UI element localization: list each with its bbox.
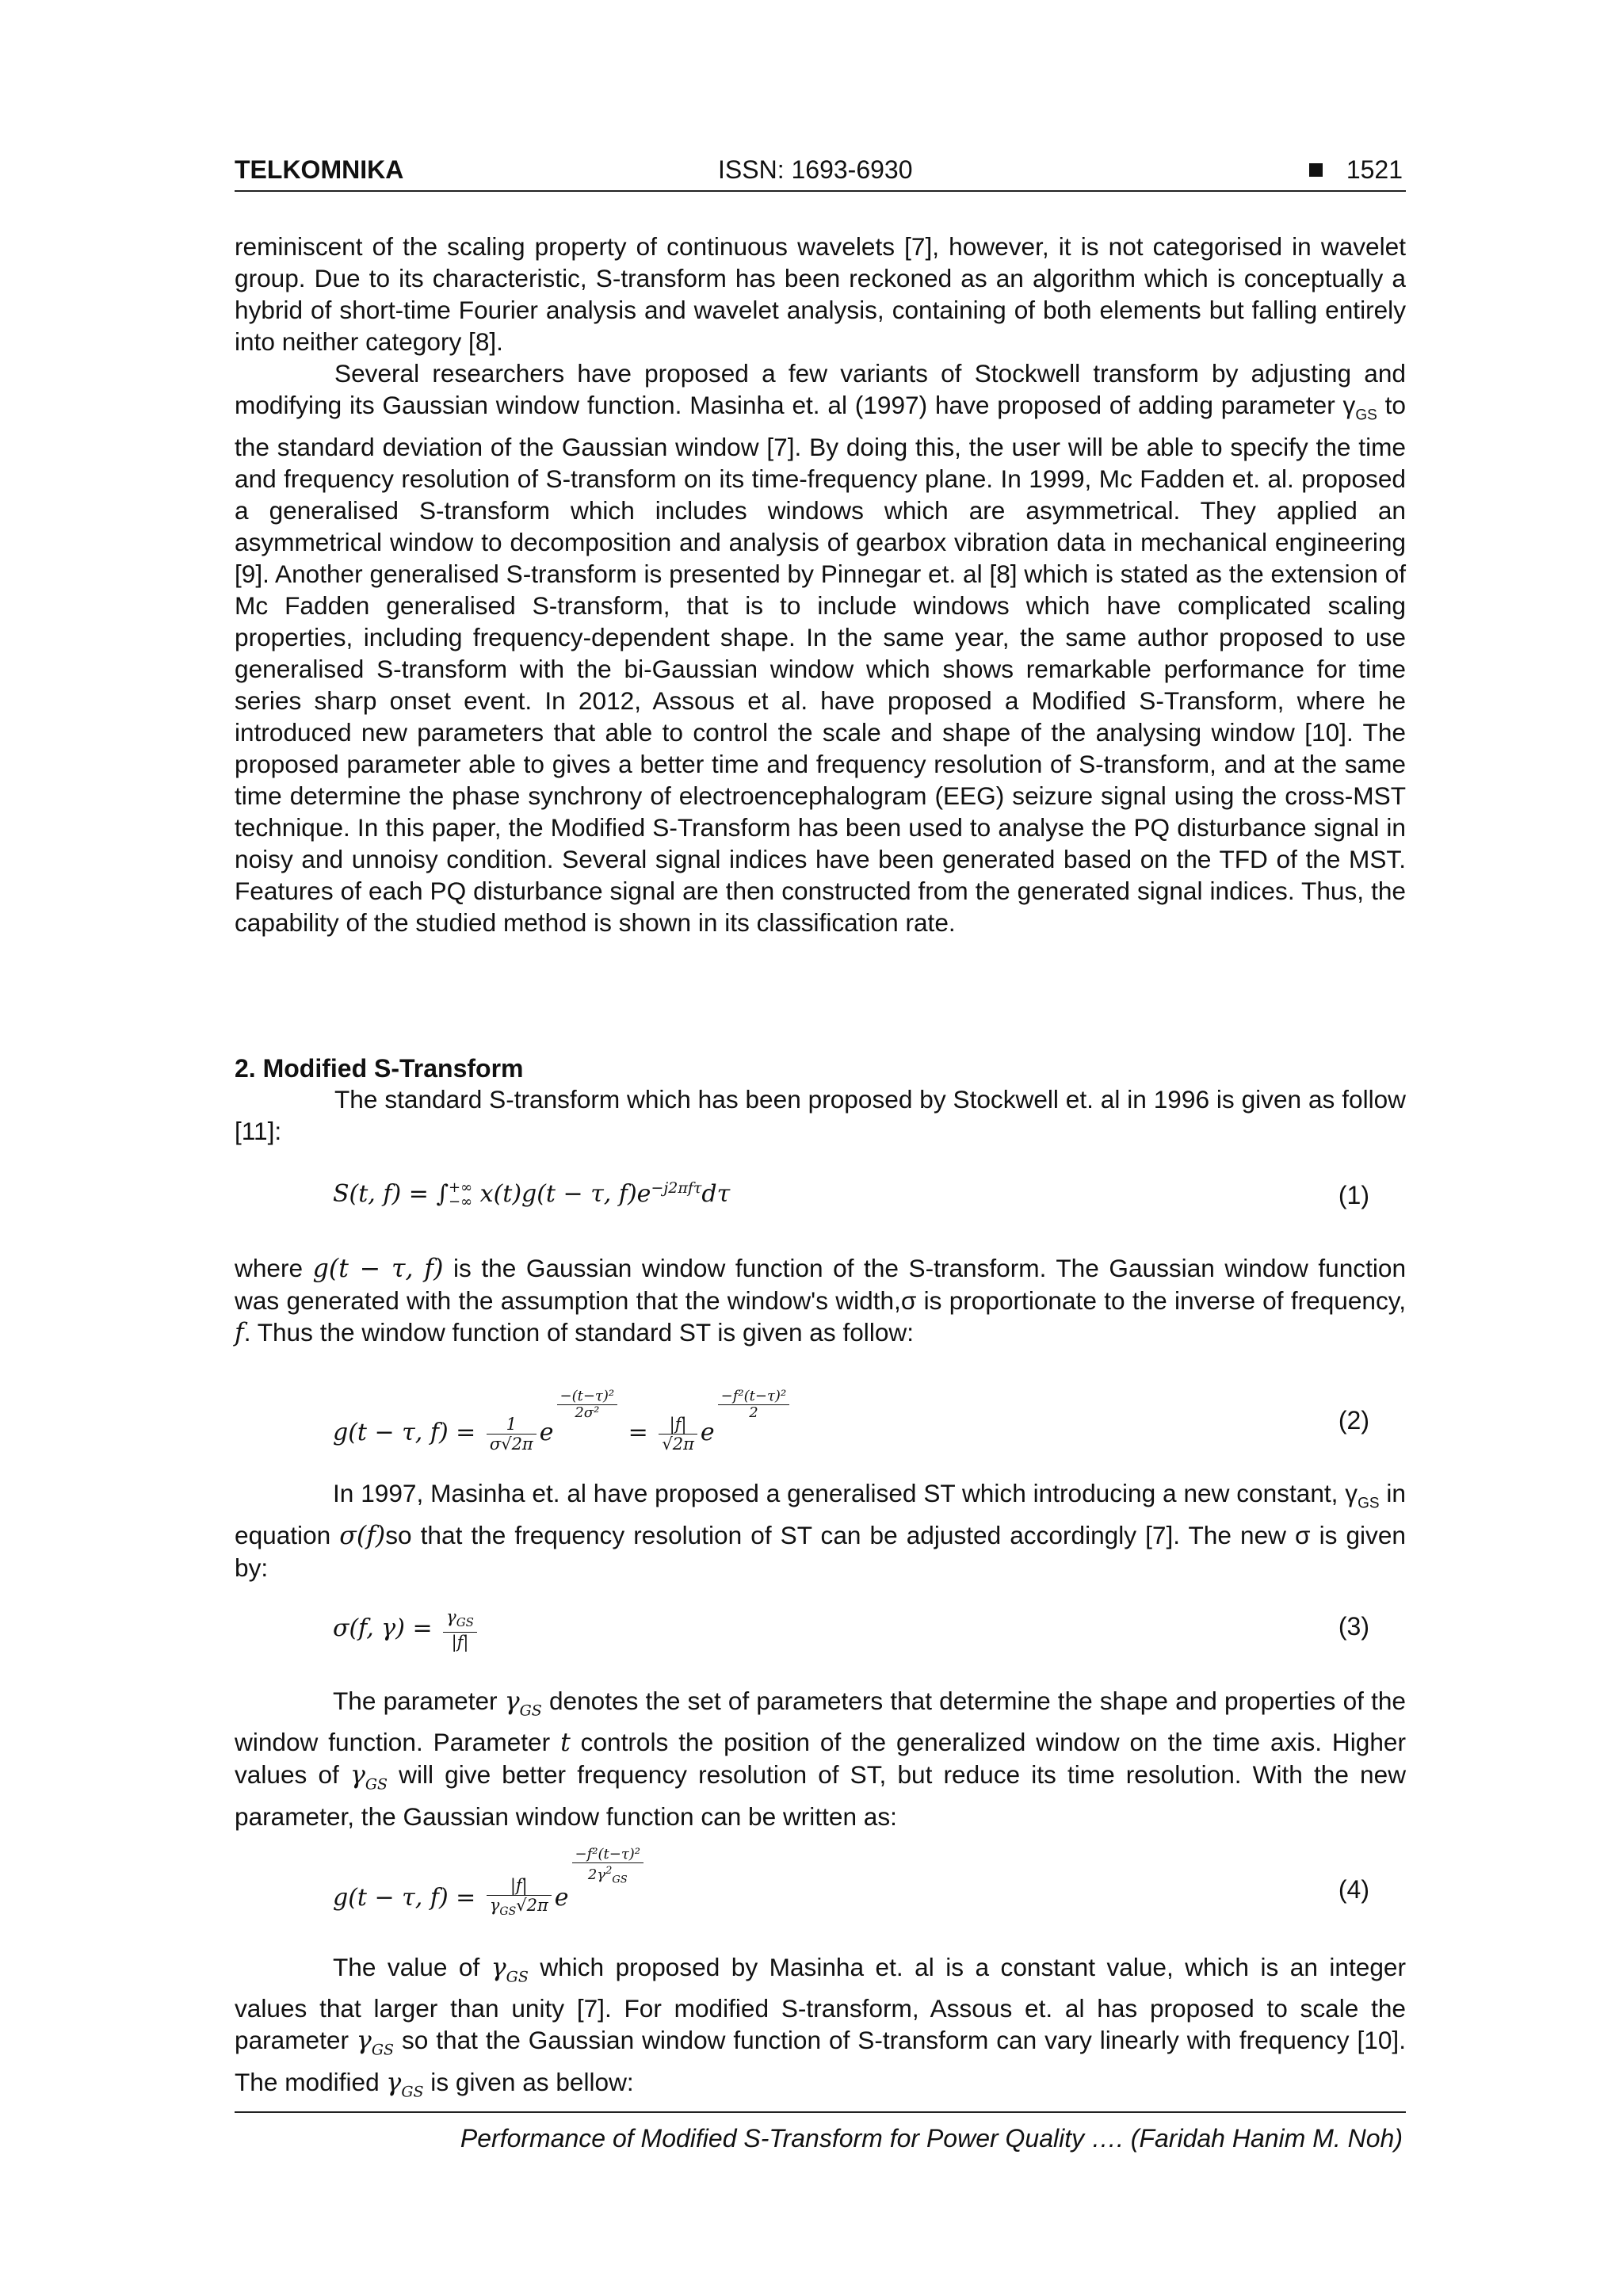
issn: ISSN: 1693-6930 bbox=[718, 155, 913, 184]
paragraph-3: The standard S-transform which has been proposed by Stockwell et. al in 1996 is given as follow [11]: bbox=[235, 1085, 1406, 1145]
paragraph-2: Several researchers have proposed a few variants of Stockwell transform by adjusting and modifying its Gaussian window function. Masinha et. al (1997) have proposed of adding parameter $\gamma_{GS}$ to the standard deviation of the Gaussian window [7]. By doing this, the user will be able to specify the time and frequency resolution of S-transform on its time-frequency plane. In 1999, Mc Fadden et. al. proposed a generalised S-transform which includes windows which are asymmetrical. They applied an asymmetrical window to decomposition and analysis of gearbox vibration data in mechanical engineering [9]. Another generalised S-transform is presented by Pinnegar et. al [8] which is stated as the extension of Mc Fadden generalised S-transform, that is to include windows which have complicated scaling properties, including frequency-dependent shape. In the same year, the same author proposed to use generalised S-transform with the bi-Gaussian window which shows remarkable performance for time series sharp onset event. In 2012, Assous et al. have proposed a Modified S-Transform, where he introduced new parameters that able to control the scale and shape of the analysing window [10]. The proposed parameter able to gives a better time and frequency resolution of S-transform, and at the same time determine the phase synchrony of electroencephalogram (EEG) seizure signal using the cross-MST technique. In this paper, the Modified S-Transform has been used to analyse the PQ disturbance signal in noisy and unnoisy condition. Several signal indices have been generated based on the TFD of the MST. Features of each PQ disturbance signal are then constructed from the generated signal indices. Thus, the capability of the studied method is shown in its classification rate. bbox=[235, 359, 1406, 938]
intro-text bbox=[235, 231, 1406, 938]
footer-text: Performance of Modified S-Transform for Power Quality …. (Faridah Hanim M. Noh) bbox=[460, 2124, 1403, 2153]
equation-4-number: (4) bbox=[1338, 1875, 1369, 1904]
paragraph-4: where g(t − τ, f) is the Gaussian window function of the S-transform. The Gaussian window function was generated with the assumption that the window's width,σ is proportionate to the inverse of frequency, f. Thus the window function of standard ST is given as follow: bbox=[235, 1254, 1407, 1347]
paragraph-7: The value of $\gamma_{GS}$ which proposed by Masinha et. al is a constant value, which is an integer values that larger than unity [7]. For modified S-transform, Assous et. al has proposed to scale the parameter $\gamma_{GS}$ so that the Gaussian window function of S-transform can vary linearly with frequency [10]. The modified $\gamma_{GS}$ is given as bellow: bbox=[235, 1953, 1406, 2100]
square-bullet-icon bbox=[1309, 163, 1323, 177]
page-number: 1521 bbox=[1346, 155, 1403, 184]
equation-2: g(t − τ, f) = $\frac{1}{\sigma√2\pi}$ e $^{\frac{\text{−(t−τ)²}}{\text{2σ²}}}$ = $\frac{|f|}{√2\pi}$ e $^{\frac{\text{−f²(t−τ)²}}{2}}$ (2) bbox=[333, 1388, 1369, 1454]
equation-1: S(t, f) = ∫ +∞ −∞ x(t)g(t − τ, $f)e^{-j2\pi f\tau}d\tau$ (1) bbox=[333, 1179, 1369, 1210]
equation-3: σ(f, γ) = $\frac{\gamma_{GS}}{|f|}$ (3) bbox=[333, 1607, 1369, 1652]
running-header bbox=[235, 155, 1406, 192]
paragraph-5: In 1997, Masinha et. al have proposed a generalised ST which introducing a new constant, $\gamma_{GS}$ in equation σ(f)so that the frequency resolution of ST can be adjusted accordingly [7]. The new σ is given by: bbox=[235, 1479, 1406, 1583]
equation-4: g(t − τ, f) = $\frac{|f|}{\gamma_{GS}√2\pi}$ e $^{\frac{\text{−f²(t−τ)²}}{2\gamma^2_{GS}}}$ (4) bbox=[333, 1846, 1369, 1919]
page-number-block bbox=[1309, 155, 1403, 185]
equation-2-number: (2) bbox=[1338, 1406, 1369, 1435]
paragraph-1: reminiscent of the scaling property of continuous wavelets [7], however, it is not categorised in wavelet group. Due to its characteristic, S-transform has been reckoned as an algorithm which is conceptually a hybrid of short-time Fourier analysis and wavelet analysis, containing of both elements but falling entirely into neither category [8]. bbox=[235, 232, 1406, 356]
equation-3-number: (3) bbox=[1338, 1612, 1369, 1641]
equation-1-number: (1) bbox=[1338, 1181, 1369, 1209]
paragraph-6: The parameter $\gamma_{GS}$ denotes the set of parameters that determine the shape and properties of the window function. Parameter t controls the position of the generalized window on the time axis. Higher values of $\gamma_{GS}$ will give better frequency resolution of ST, but reduce its time resolution. With the new parameter, the Gaussian window function can be written as: bbox=[235, 1687, 1407, 1831]
running-footer bbox=[235, 2111, 1406, 2153]
section-heading: 2. Modified S-Transform bbox=[235, 1054, 524, 1083]
journal-name: TELKOMNIKA bbox=[235, 155, 404, 184]
